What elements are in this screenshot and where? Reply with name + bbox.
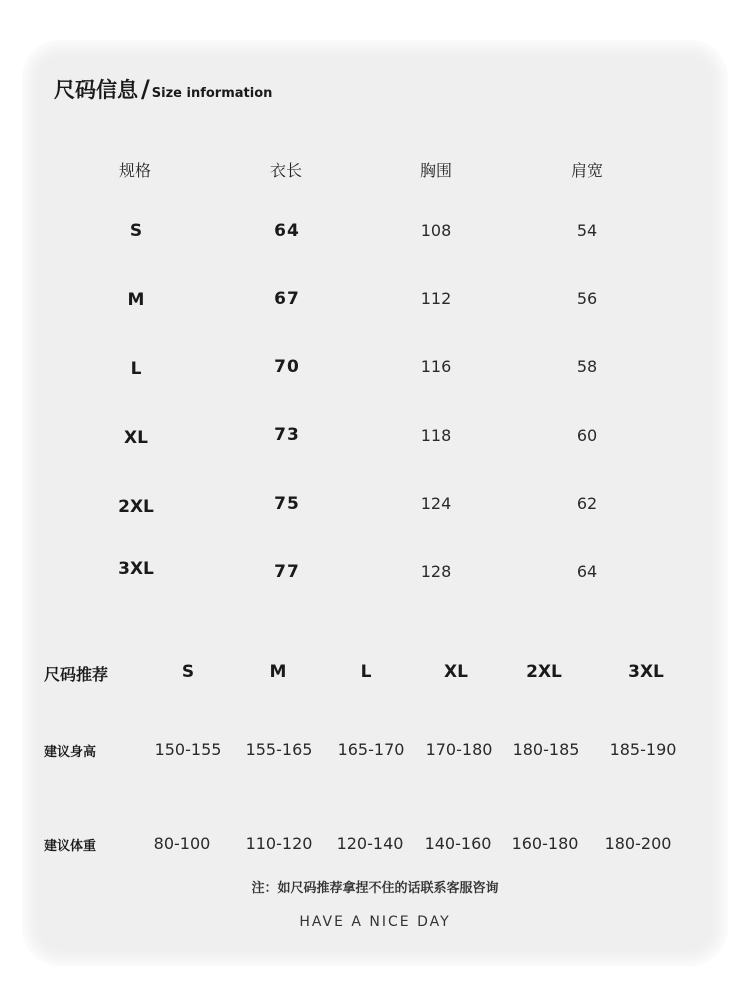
table-row-size: XL [124, 428, 148, 448]
title-en: Size information [151, 86, 273, 101]
height-value: 170-180 [425, 740, 493, 759]
weight-value: 160-180 [511, 834, 579, 853]
table-row-length: 70 [274, 357, 300, 377]
table-row-shoulder: 64 [576, 562, 598, 581]
recommendation-title: 尺码推荐 [44, 665, 109, 684]
height-value: 150-155 [154, 740, 222, 759]
table-row-shoulder: 56 [576, 289, 598, 308]
height-value: 185-190 [609, 740, 677, 759]
weight-value: 110-120 [245, 834, 313, 853]
recommend-size-label: 2XL [526, 662, 562, 682]
recommend-size-label: L [360, 662, 372, 682]
header-size: 规格 [118, 161, 152, 180]
header-shoulder: 肩宽 [570, 161, 604, 180]
table-row-chest: 128 [420, 562, 452, 581]
weight-value: 140-160 [424, 834, 492, 853]
table-row-chest: 124 [420, 494, 452, 513]
recommend-size-label: M [269, 662, 287, 682]
height-label: 建议身高 [44, 745, 97, 760]
table-row-chest: 116 [420, 357, 452, 376]
table-row-shoulder: 54 [576, 221, 598, 240]
table-row-size: S [129, 221, 143, 241]
table-row-size: L [130, 359, 142, 379]
table-row-length: 75 [274, 494, 300, 514]
table-row-chest: 108 [420, 221, 452, 240]
table-row-shoulder: 60 [576, 426, 598, 445]
weight-value: 120-140 [336, 834, 404, 853]
table-row-length: 64 [274, 221, 300, 241]
page-title [54, 74, 272, 104]
height-value: 165-170 [337, 740, 405, 759]
table-row-length: 77 [274, 562, 300, 582]
note-text: 注：如尺码推荐拿捏不住的话联系客服咨询 [251, 881, 499, 896]
weight-value: 80-100 [153, 834, 211, 853]
table-row-size: M [127, 290, 145, 310]
table-row-length: 67 [274, 289, 300, 309]
recommend-size-label: 3XL [628, 662, 664, 682]
weight-label: 建议体重 [44, 839, 97, 854]
table-row-shoulder: 62 [576, 494, 598, 513]
header-chest: 胸围 [419, 161, 453, 180]
height-value: 180-185 [512, 740, 580, 759]
table-row-shoulder: 58 [576, 357, 598, 376]
recommend-size-label: XL [444, 662, 468, 682]
table-row-size: 3XL [118, 559, 154, 579]
table-row-size: 2XL [118, 497, 154, 517]
table-row-length: 73 [274, 425, 300, 445]
title-slash: / [141, 75, 150, 103]
weight-value: 180-200 [604, 834, 672, 853]
table-row-chest: 112 [420, 289, 452, 308]
recommend-size-label: S [181, 662, 195, 682]
footer-slogan: HAVE A NICE DAY [299, 914, 451, 930]
title-cn: 尺码信息 [54, 78, 138, 102]
table-row-chest: 118 [420, 426, 452, 445]
height-value: 155-165 [245, 740, 313, 759]
header-length: 衣长 [269, 161, 303, 180]
